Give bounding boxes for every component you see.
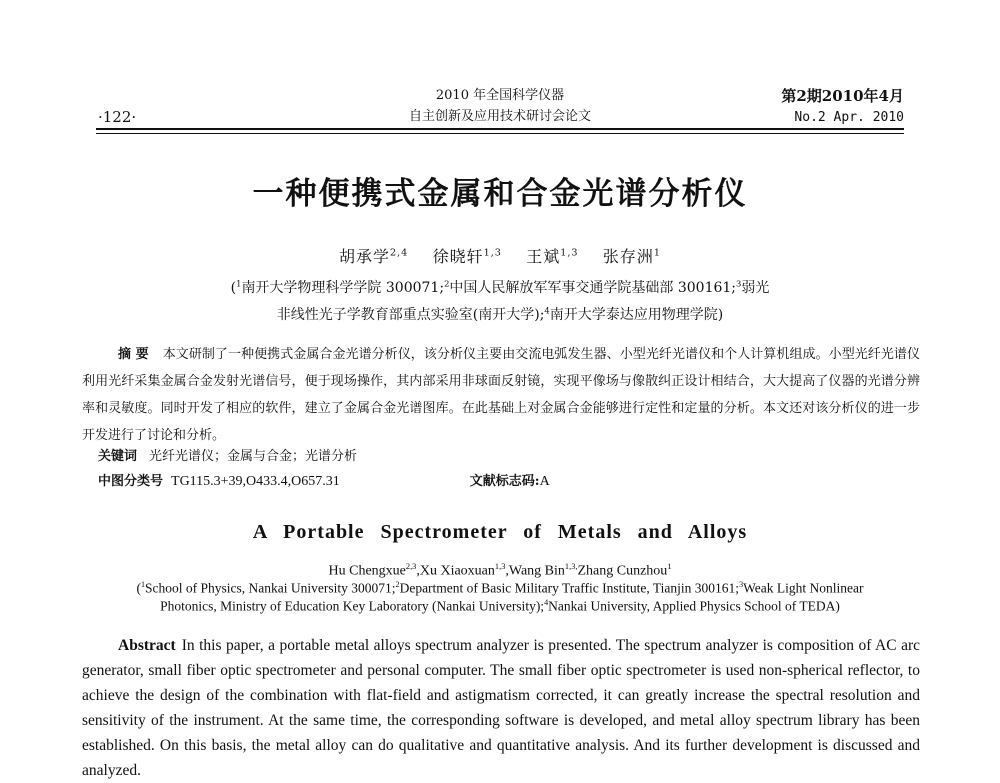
affil-sup: 3 [739, 580, 744, 589]
affil-sup: 2 [395, 580, 400, 589]
affil-text: 弱光 [741, 280, 770, 296]
affil-text: Nankai University, Applied Physics School of TEDA) [548, 598, 840, 614]
author-name: 王斌 [526, 247, 561, 266]
author-sup: 1 [653, 247, 661, 259]
author-sup: 1,3, [564, 562, 578, 571]
keywords-text: 光纤光谱仪；金属与合金；光谱分析 [149, 449, 358, 464]
classification-value: TG115.3+39,O433.4,O657.31 [171, 474, 340, 489]
author-sup: 1,3 [483, 247, 502, 259]
affiliation-english-line-2 [0, 598, 1000, 615]
issue-line-1: 第2期2010年4月 [781, 87, 904, 105]
affil-sup: 4 [544, 305, 550, 316]
affil-text: Department of Basic Military Traffic Institute, Tianjin 300161; [399, 580, 740, 596]
affil-text: 南开大学泰达应用物理学院) [549, 307, 724, 323]
header-rule-thin [96, 133, 904, 134]
abstract-english [82, 633, 920, 783]
authors-chinese [0, 244, 1000, 267]
classification-label: 中图分类号 [98, 474, 164, 489]
author-name: 徐晓轩 [432, 247, 484, 266]
affil-text: 南开大学物理科学学院 300071; [241, 280, 445, 296]
abstract-label: 摘 要 [118, 347, 149, 362]
conference-line-2: 自主创新及应用技术研讨会论文 [408, 109, 591, 124]
affil-text: 中国人民解放军军事交通学院基础部 300161; [449, 280, 737, 296]
author-name: Hu Chengxue [328, 563, 406, 579]
author-sup: 1,3 [560, 247, 579, 259]
header-rule-thick [96, 128, 904, 130]
doc-code-value: A [539, 474, 550, 489]
author-name: 张存洲 [602, 247, 654, 266]
affil-text: ( [230, 280, 237, 296]
abstract-label: Abstract [118, 637, 176, 654]
affil-sup: 4 [544, 598, 549, 607]
author-sup: 1 [667, 562, 672, 571]
author-sup: 2,4 [390, 247, 409, 259]
author-sup: 2,3 [405, 562, 417, 571]
affiliation-english-line-1: ($^1$School of Physics, Nankai University 300071;$^2$Department of Basic Military Traffic Institute, Tianjin 300161;$^3$Weak Light Nonlinear [136, 580, 864, 596]
page-number: ·122· [98, 108, 137, 126]
affil-text: School of Physics, Nankai University 300071; [145, 580, 396, 596]
abstract-chinese [82, 341, 920, 449]
affil-text: 非线性光子学教育部重点实验室(南开大学); [276, 307, 545, 323]
affil-text: Weak Light Nonlinear [743, 580, 864, 596]
issue-info [752, 86, 904, 128]
author-name: ,Xu Xiaoxuan [416, 563, 495, 579]
affil-text: Photonics, Ministry of Education Key Laboratory (Nankai University); [160, 598, 545, 614]
affil-sup: 1 [236, 278, 242, 289]
doc-code-label: 文献标志码: [469, 474, 540, 489]
affiliation-chinese-line-2 [0, 304, 1000, 324]
title-chinese: 一种便携式金属和合金光谱分析仪 [252, 176, 748, 212]
keywords-chinese [98, 445, 357, 464]
issue-line-2: No.2 Apr. 2010 [794, 110, 904, 125]
abstract-text: 本文研制了一种便携式金属合金光谱分析仪，该分析仪主要由交流电弧发生器、小型光纤光谱仪和个人计算机组成。小型光纤光谱仪利用光纤采集金属合金发射光谱信号，便于现场操作，其内部采用非球面反射镜，实现平像场与像散纠正设计相结合，大大提高了仪器的光谱分辨率和灵敏度。同时开发了相应的软件，建立了金属合金光谱图库。在此基础上对金属合金能够进行定性和定量的分析。本文还对该分析仪的进一步开发进行了讨论和分析。 [82, 347, 920, 443]
classification [98, 470, 550, 490]
abstract-text: In this paper, a portable metal alloys spectrum analyzer is presented. The spectrum analyzer is composition of AC arc generator, small fiber optic spectrometer and personal computer. The small fiber optic spectrometer is used non-spherical reflector, to achieve the design of the combination with flat-field and astigmatism corrected, it can greatly increase the spectral resolution and sensitivity of the instrument. At the same time, the corresponding software is developed, and metal alloy spectrum library has been established. On this basis, the metal alloy can do qualitative and quantitative analysis. And its further development is discussed and analyzed. [82, 637, 920, 779]
conference-line-1: 2010 年全国科学仪器 [435, 88, 565, 103]
author-name: ,Wang Bin [505, 563, 565, 579]
author-name: 胡承学 [339, 247, 391, 266]
author-name: Zhang Cunzhou [577, 563, 668, 579]
affil-sup: 2 [444, 278, 450, 289]
authors-english [0, 562, 1000, 580]
keywords-label: 关键词 [98, 449, 138, 464]
title-english: A Portable Spectrometer of Metals and Alloys [252, 521, 748, 543]
affiliation-chinese-line-1 [0, 277, 1000, 297]
author-sup: 1,3 [494, 562, 506, 571]
affil-sup: 3 [736, 278, 742, 289]
affil-sup: 1 [141, 580, 146, 589]
